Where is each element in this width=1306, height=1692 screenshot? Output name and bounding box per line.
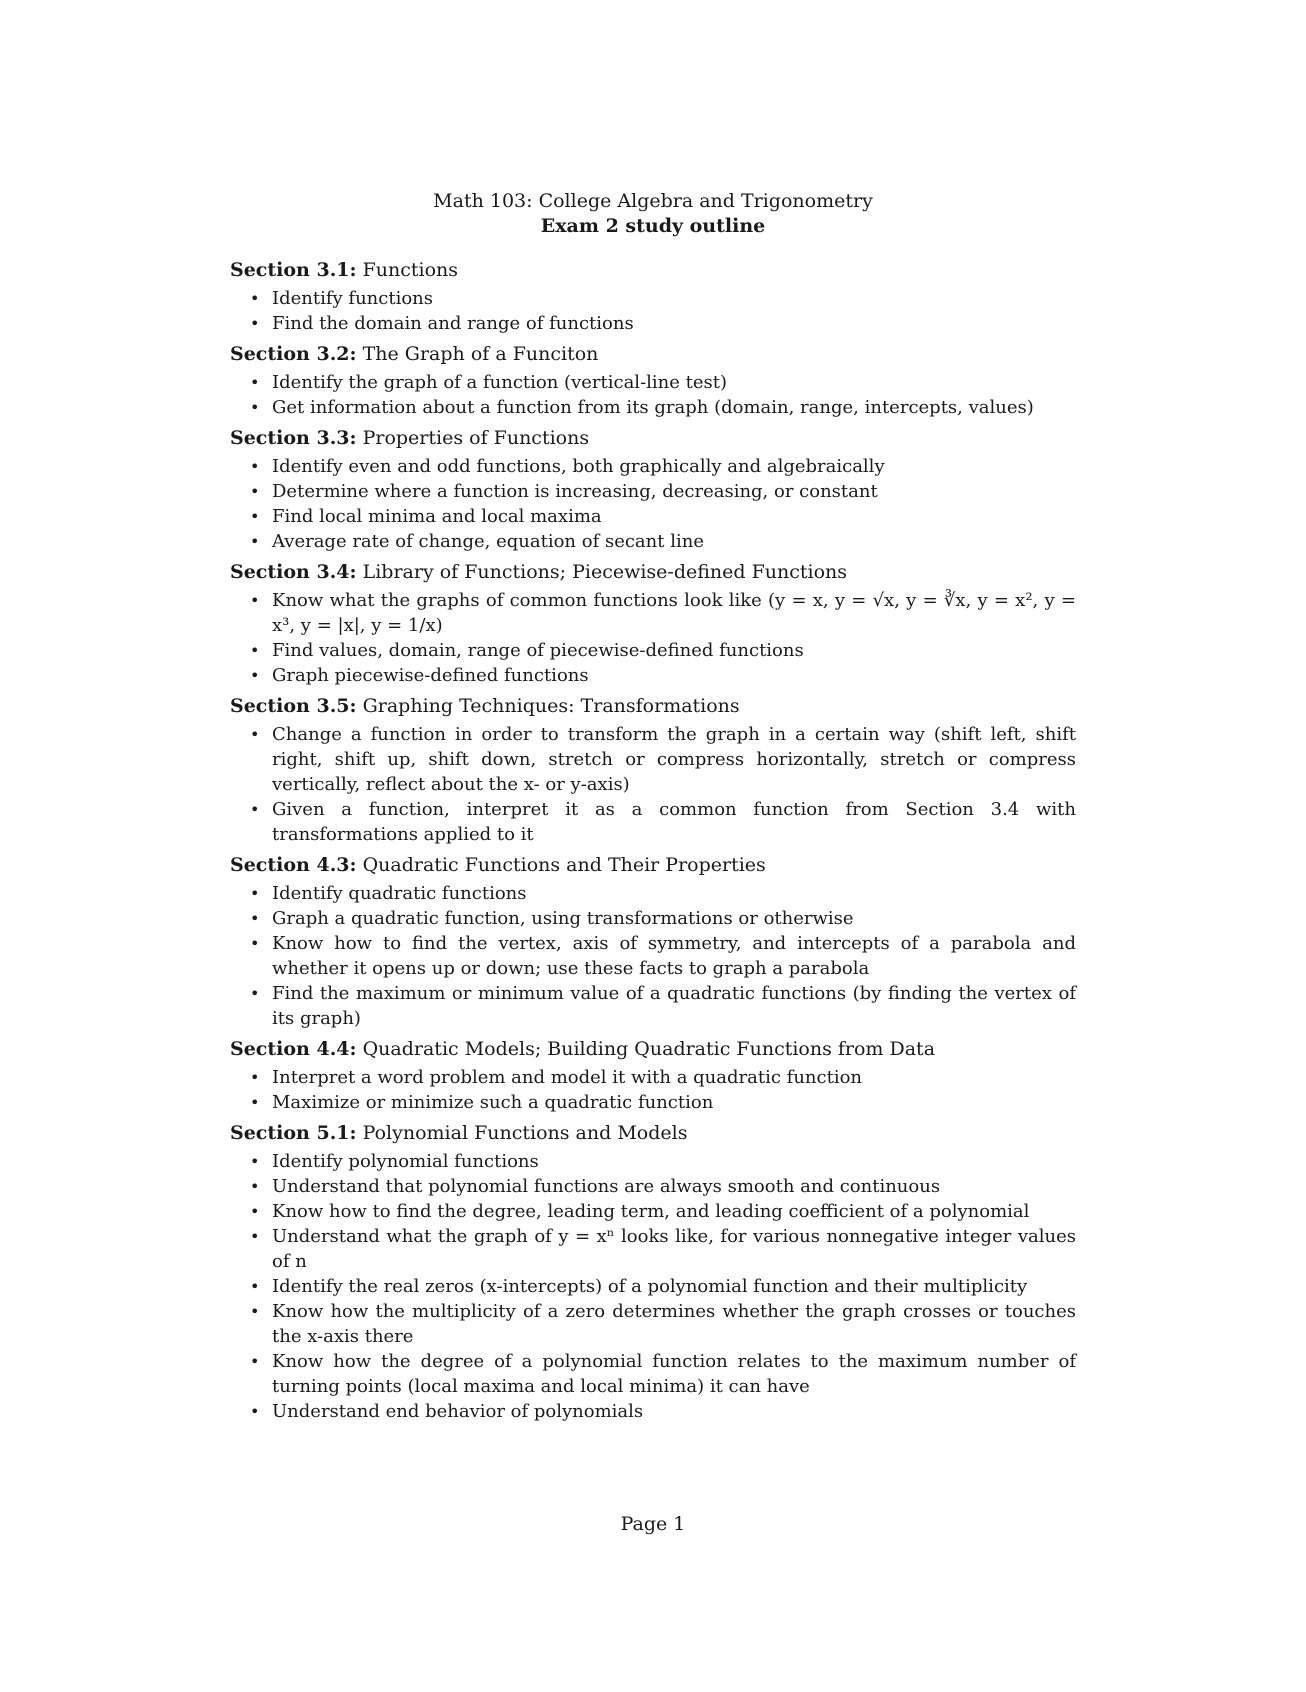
bullet-icon: • [250,1277,260,1296]
list-item-text: Find the domain and range of functions [272,313,634,334]
list-item [250,529,1076,554]
bullet-icon: • [250,289,260,308]
list-item-text: Identify even and odd functions, both graphically and algebraically [272,456,885,477]
bullet-list [230,588,1076,688]
list-item-text: Understand that polynomial functions are always smooth and continuous [272,1176,941,1197]
list-item [250,1174,1076,1199]
list-item-text: Get information about a function from its graph (domain, range, intercepts, values) [272,397,1034,418]
page-number: Page 1 [620,1513,686,1535]
list-item [250,1224,1076,1274]
bullet-icon: • [250,641,260,660]
list-item-text: Graph a quadratic function, using transformations or otherwise [272,908,854,929]
section-label: Section 3.4: [230,561,357,583]
list-item [250,1349,1076,1399]
section-heading [230,342,1076,367]
bullet-icon: • [250,591,260,610]
list-item [250,504,1076,529]
list-item [250,981,1076,1031]
bullet-icon: • [250,884,260,903]
bullet-list [230,881,1076,1031]
document-page [230,188,1076,1430]
section-title: The Graph of a Funciton [362,343,599,365]
list-item-text: Identify quadratic functions [272,883,527,904]
bullet-icon: • [250,482,260,501]
bullet-icon: • [250,1093,260,1112]
bullet-icon: • [250,373,260,392]
outline-section [230,1037,1076,1115]
section-heading [230,694,1076,719]
list-item-text: Know how the degree of a polynomial function relates to the maximum number of turning points (local maxima and local minima) it can have [272,1351,1076,1397]
bullet-icon: • [250,507,260,526]
section-list [230,258,1076,1424]
outline-section [230,1121,1076,1424]
list-item [250,722,1076,797]
list-item [250,1199,1076,1224]
list-item-text: Identify the real zeros (x-intercepts) of a polynomial function and their multiplicity [272,1276,1028,1297]
section-heading [230,1037,1076,1062]
bullet-list [230,1065,1076,1115]
bullet-icon: • [250,1402,260,1421]
bullet-icon: • [250,314,260,333]
section-heading [230,426,1076,451]
list-item [250,286,1076,311]
bullet-list [230,722,1076,847]
section-label: Section 3.3: [230,427,357,449]
list-item-text: Know how to find the degree, leading term, and leading coefficient of a polynomial [272,1201,1030,1222]
list-item-text: Find local minima and local maxima [272,506,602,527]
bullet-icon: • [250,666,260,685]
list-item [250,454,1076,479]
list-item [250,906,1076,931]
list-item-text: Identify polynomial functions [272,1151,539,1172]
bullet-list [230,1149,1076,1424]
outline-section [230,853,1076,1031]
list-item-text: Average rate of change, equation of secant line [272,531,704,552]
list-item-text: Know how to find the vertex, axis of symmetry, and intercepts of a parabola and whether it opens up or down; use these facts to graph a parabola [272,933,1076,979]
list-item-text: Find the maximum or minimum value of a quadratic functions (by finding the vertex of its graph) [272,983,1076,1029]
bullet-icon: • [250,532,260,551]
list-item [250,1065,1076,1090]
list-item [250,1274,1076,1299]
list-item [250,1299,1076,1349]
outline-section [230,258,1076,336]
section-label: Section 3.5: [230,695,357,717]
bullet-icon: • [250,1227,260,1246]
bullet-icon: • [250,398,260,417]
bullet-icon: • [250,1177,260,1196]
bullet-icon: • [250,457,260,476]
list-item [250,395,1076,420]
list-item-text: Understand what the graph of y = xⁿ looks like, for various nonnegative integer values of n [272,1226,1076,1272]
bullet-icon: • [250,1152,260,1171]
bullet-icon: • [250,984,260,1003]
list-item-text: Graph piecewise-defined functions [272,665,589,686]
outline-section [230,694,1076,847]
bullet-icon: • [250,1202,260,1221]
outline-section [230,342,1076,420]
section-heading [230,258,1076,283]
list-item [250,797,1076,847]
bullet-icon: • [250,800,260,819]
list-item [250,1090,1076,1115]
section-title: Quadratic Functions and Their Properties [362,854,766,876]
section-title: Polynomial Functions and Models [362,1122,688,1144]
section-title: Graphing Techniques: Transformations [362,695,740,717]
list-item-text: Know how the multiplicity of a zero determines whether the graph crosses or touches the x-axis there [272,1301,1076,1347]
bullet-icon: • [250,725,260,744]
list-item [250,1399,1076,1424]
bullet-icon: • [250,934,260,953]
bullet-list [230,286,1076,336]
list-item [250,638,1076,663]
section-label: Section 5.1: [230,1122,357,1144]
section-heading [230,853,1076,878]
section-title: Properties of Functions [362,427,590,449]
list-item [250,311,1076,336]
list-item-text: Given a function, interpret it as a common function from Section 3.4 with transformations applied to it [272,799,1076,845]
bullet-icon: • [250,1352,260,1371]
section-label: Section 4.3: [230,854,357,876]
section-title: Functions [362,259,459,281]
list-item [250,931,1076,981]
bullet-list [230,370,1076,420]
document-title: Math 103: College Algebra and Trigonometry [433,190,873,212]
section-heading [230,560,1076,585]
list-item-text: Know what the graphs of common functions look like (y = x, y = √x, y = ∛x, y = x², y = x³, y = |x|, y = 1/x) [272,590,1076,636]
list-item [250,370,1076,395]
list-item-text: Identify functions [272,288,434,309]
list-item-text: Identify the graph of a function (vertical-line test) [272,372,728,393]
section-heading [230,1121,1076,1146]
list-item-text: Find values, domain, range of piecewise-defined functions [272,640,804,661]
bullet-icon: • [250,1068,260,1087]
section-label: Section 3.2: [230,343,357,365]
list-item-text: Interpret a word problem and model it with a quadratic function [272,1067,863,1088]
list-item [250,479,1076,504]
list-item [250,881,1076,906]
list-item-text: Maximize or minimize such a quadratic function [272,1092,714,1113]
list-item [250,1149,1076,1174]
title-block [230,188,1076,238]
list-item [250,588,1076,638]
list-item-text: Determine where a function is increasing, decreasing, or constant [272,481,878,502]
bullet-icon: • [250,1302,260,1321]
bullet-icon: • [250,909,260,928]
outline-section [230,426,1076,554]
document-subtitle: Exam 2 study outline [540,215,766,237]
section-label: Section 4.4: [230,1038,357,1060]
section-title: Quadratic Models; Building Quadratic Functions from Data [362,1038,936,1060]
bullet-list [230,454,1076,554]
list-item-text: Change a function in order to transform the graph in a certain way (shift left, shift right, shift up, shift down, stretch or compress horizontally, stretch or compress vertically, reflect about the x- or y-axis) [272,724,1076,795]
list-item [250,663,1076,688]
outline-section [230,560,1076,688]
section-label: Section 3.1: [230,259,357,281]
section-title: Library of Functions; Piecewise-defined Functions [362,561,848,583]
list-item-text: Understand end behavior of polynomials [272,1401,644,1422]
